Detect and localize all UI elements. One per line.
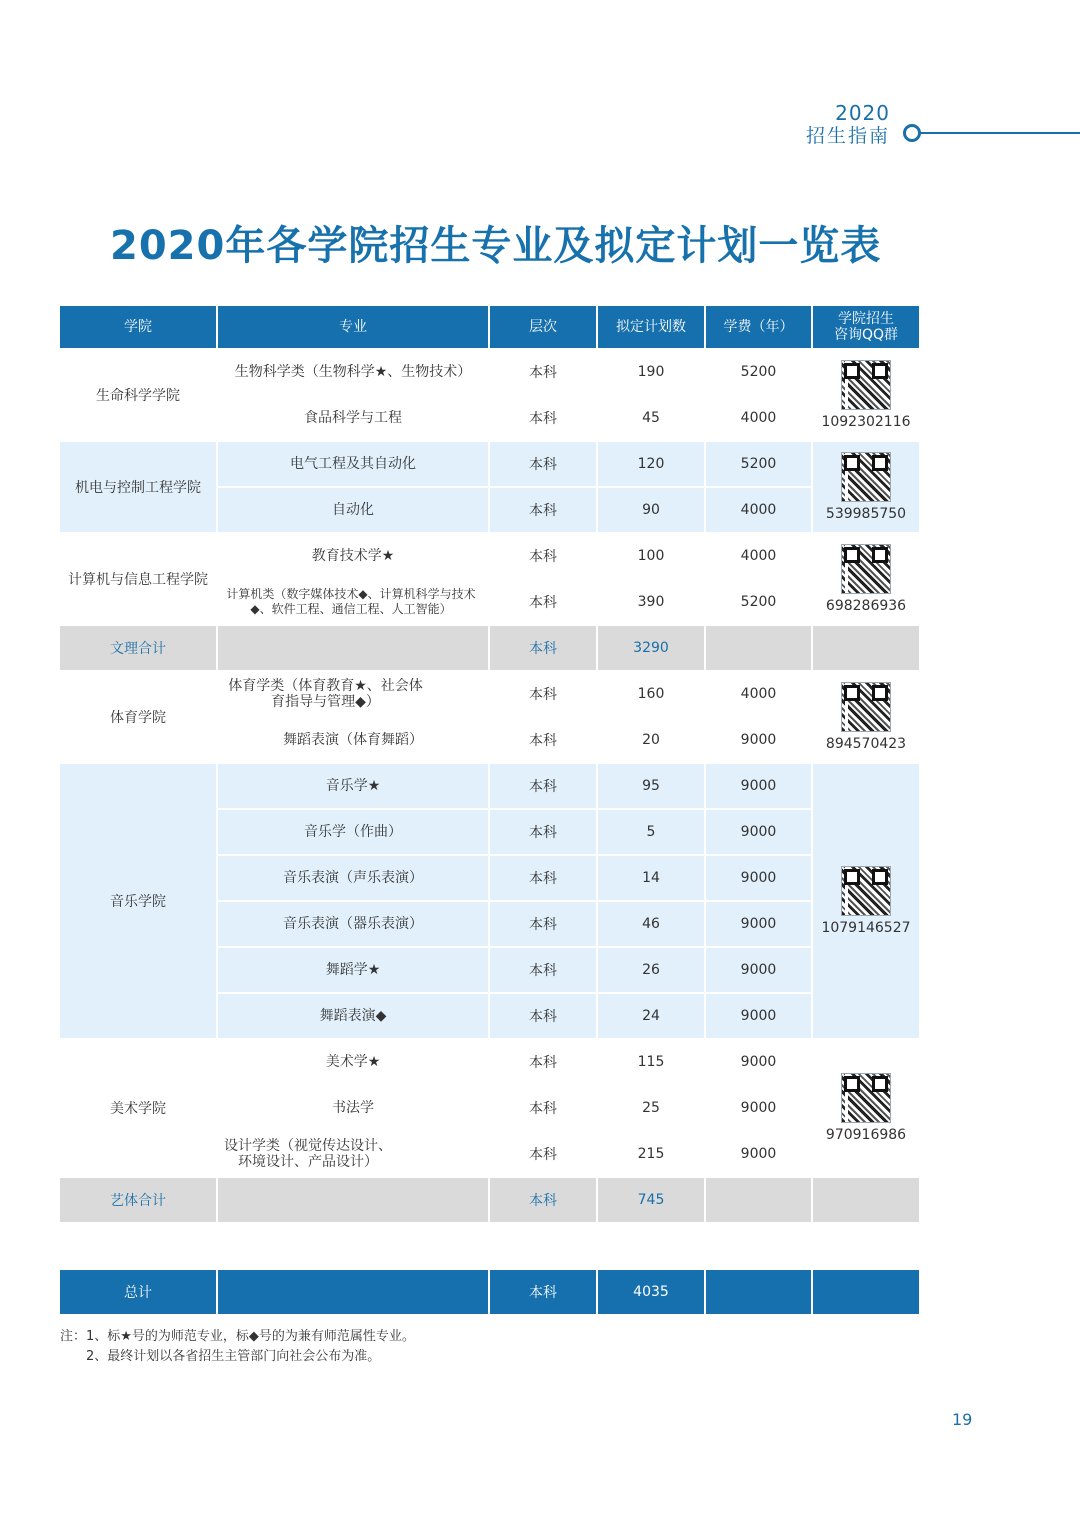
subtotal-label: 艺体合计 [59,1177,217,1223]
empty-cell [705,1269,812,1315]
fee-cell: 5200 [705,441,812,487]
qq-cell [812,349,920,441]
col-major: 专业 [217,305,489,349]
level-cell: 本科 [489,1131,597,1177]
fee-cell: 4000 [705,671,812,717]
table-row [59,1039,920,1085]
table-row [59,671,920,717]
total-level: 本科 [489,1269,597,1315]
plan-cell: 390 [597,579,705,625]
college-cell: 机电与控制工程学院 [59,441,217,533]
level-cell: 本科 [489,763,597,809]
level-cell: 本科 [489,1085,597,1131]
fee-cell: 4000 [705,395,812,441]
table-row [59,349,920,395]
major-cell: 美术学★ [217,1039,489,1085]
plan-cell: 120 [597,441,705,487]
fee-cell: 9000 [705,763,812,809]
plan-cell: 25 [597,1085,705,1131]
subtotal-row [59,625,920,671]
level-cell: 本科 [489,717,597,763]
plan-cell: 5 [597,809,705,855]
footnote [60,1327,415,1367]
plan-cell: 95 [597,763,705,809]
footnote-line-2: 2、最终计划以各省招生主管部门向社会公布为准。 [86,1349,381,1364]
major-cell: 生物科学类（生物科学★、生物技术） [217,349,489,395]
total-row [59,1269,920,1315]
qq-cell [812,441,920,533]
qq-cell [812,1039,920,1177]
subtotal-plan: 3290 [597,625,705,671]
empty-cell [705,1177,812,1223]
qr-code-icon[interactable] [841,360,891,410]
qr-code-icon[interactable] [841,544,891,594]
corner-line [910,132,1080,134]
table-header-row [59,305,920,349]
major-cell: 体育学类（体育教育★、社会体育指导与管理◆） [217,671,489,717]
fee-cell: 9000 [705,1085,812,1131]
empty-cell [217,1269,489,1315]
table-row [59,763,920,809]
college-cell: 体育学院 [59,671,217,763]
major-cell: 舞蹈表演（体育舞蹈） [217,717,489,763]
table-row [59,441,920,487]
major-cell: 电气工程及其自动化 [217,441,489,487]
plan-cell: 115 [597,1039,705,1085]
spacer-cell [59,1223,920,1269]
corner-year: 2020 [835,101,890,125]
plan-cell: 14 [597,855,705,901]
major-cell: 音乐表演（器乐表演） [217,901,489,947]
table-row [59,533,920,579]
total-plan: 4035 [597,1269,705,1315]
level-cell: 本科 [489,1039,597,1085]
corner-ring-icon [903,124,921,142]
plan-cell: 100 [597,533,705,579]
enrollment-table [58,304,921,1316]
plan-cell: 45 [597,395,705,441]
fee-cell: 4000 [705,533,812,579]
fee-cell: 9000 [705,1131,812,1177]
level-cell: 本科 [489,671,597,717]
major-cell: 音乐学★ [217,763,489,809]
major-cell: 书法学 [217,1085,489,1131]
plan-cell: 20 [597,717,705,763]
fee-cell: 9000 [705,947,812,993]
subtotal-row [59,1177,920,1223]
total-label: 总计 [59,1269,217,1315]
corner-guide: 招生指南 [805,125,890,147]
qr-code-icon[interactable] [841,866,891,916]
level-cell: 本科 [489,993,597,1039]
plan-cell: 215 [597,1131,705,1177]
qr-code-icon[interactable] [841,452,891,502]
fee-cell: 9000 [705,855,812,901]
empty-cell [217,625,489,671]
empty-cell [812,1269,920,1315]
qq-cell [812,671,920,763]
major-cell: 计算机类（数字媒体技术◆、计算机科学与技术◆、软件工程、通信工程、人工智能） [217,579,489,625]
fee-cell: 5200 [705,349,812,395]
fee-cell: 4000 [705,487,812,533]
plan-cell: 160 [597,671,705,717]
level-cell: 本科 [489,395,597,441]
qq-number: 1092302116 [821,414,911,430]
footnote-line-1: 注：1、标★号的为师范专业，标◆号的为兼有师范属性专业。 [60,1329,415,1344]
level-cell: 本科 [489,533,597,579]
qq-number: 894570423 [825,736,907,752]
plan-cell: 24 [597,993,705,1039]
major-cell: 音乐表演（声乐表演） [217,855,489,901]
plan-cell: 190 [597,349,705,395]
level-cell: 本科 [489,855,597,901]
page-number: 19 [952,1410,973,1429]
qq-number: 1079146527 [821,920,911,936]
plan-cell: 90 [597,487,705,533]
college-cell: 计算机与信息工程学院 [59,533,217,625]
subtotal-level: 本科 [489,625,597,671]
col-fee: 学费（年） [705,305,812,349]
corner-label [806,102,890,148]
empty-cell [217,1177,489,1223]
fee-cell: 9000 [705,901,812,947]
fee-cell: 9000 [705,809,812,855]
college-cell: 美术学院 [59,1039,217,1177]
subtotal-plan: 745 [597,1177,705,1223]
col-plan: 拟定计划数 [597,305,705,349]
fee-cell: 9000 [705,993,812,1039]
level-cell: 本科 [489,809,597,855]
qr-code-icon[interactable] [841,1073,891,1123]
fee-cell: 9000 [705,1039,812,1085]
level-cell: 本科 [489,487,597,533]
major-cell: 自动化 [217,487,489,533]
page-title: 2020年各学院招生专业及拟定计划一览表 [110,223,882,269]
major-cell: 教育技术学★ [217,533,489,579]
major-cell: 音乐学（作曲） [217,809,489,855]
col-college: 学院 [59,305,217,349]
major-cell: 舞蹈表演◆ [217,993,489,1039]
col-qq: 学院招生 咨询QQ群 [812,305,920,349]
major-cell: 食品科学与工程 [217,395,489,441]
college-cell: 音乐学院 [59,763,217,1039]
fee-cell: 5200 [705,579,812,625]
qq-number: 539985750 [825,506,907,522]
level-cell: 本科 [489,579,597,625]
subtotal-level: 本科 [489,1177,597,1223]
plan-cell: 46 [597,901,705,947]
level-cell: 本科 [489,901,597,947]
empty-cell [705,625,812,671]
empty-cell [812,625,920,671]
major-cell: 设计学类（视觉传达设计、环境设计、产品设计） [217,1131,489,1177]
spacer-row [59,1223,920,1269]
level-cell: 本科 [489,947,597,993]
qq-cell [812,533,920,625]
level-cell: 本科 [489,441,597,487]
college-cell: 生命科学学院 [59,349,217,441]
plan-cell: 26 [597,947,705,993]
qq-cell [812,763,920,1039]
qr-code-icon[interactable] [841,682,891,732]
empty-cell [812,1177,920,1223]
fee-cell: 9000 [705,717,812,763]
qq-number: 970916986 [825,1127,907,1143]
qq-number: 698286936 [825,598,907,614]
major-cell: 舞蹈学★ [217,947,489,993]
level-cell: 本科 [489,349,597,395]
col-level: 层次 [489,305,597,349]
subtotal-label: 文理合计 [59,625,217,671]
